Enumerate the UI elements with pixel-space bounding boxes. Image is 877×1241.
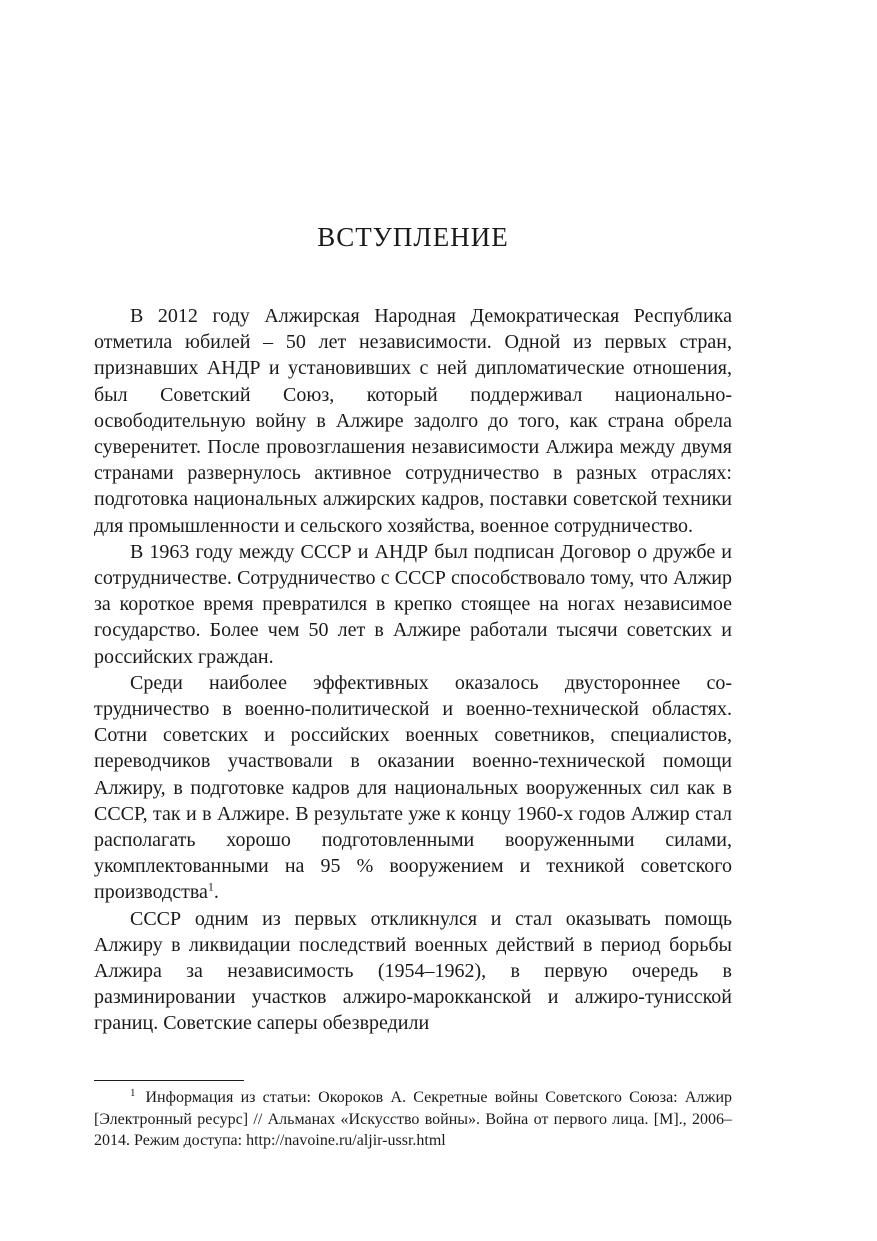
- paragraph-text: Среди наиболее эффективных оказалось двустороннее сотрудничество в военно-политической и военно-технической областях. Сотни советских и российских военных советников, специалистов, переводчиков участвовали в оказании военно-технической помощи Алжиру, в подготовке кадров для национальных вооруженных сил как в СССР, так и в Алжире. В результате уже к концу 1960-х годов Алжир стал располагать хорошо подготовленными вооруженными силами, укомплектованными на 95 % вооружением и техникой советского производства: [94, 671, 732, 904]
- footnote-reference[interactable]: 1: [207, 879, 214, 894]
- body-text: [94, 303, 732, 1037]
- footnote-divider: [94, 1080, 244, 1081]
- paragraph-2: [94, 539, 732, 670]
- paragraph-text: СССР одним из первых откликнулся и стал оказывать помощь Алжиру в ликвидации последствий военных действий в период борьбы Алжира за независимость (1954–1962), в первую очередь в разминировании участков алжиро-марокканской и алжиро-тунисской границ. Советские саперы обезвредили: [94, 907, 732, 1035]
- paragraph-4: [94, 906, 732, 1037]
- paragraph-tail: .: [213, 881, 219, 904]
- book-page: [94, 0, 732, 1241]
- footnote-number: 1: [130, 1086, 136, 1099]
- paragraph-1: [94, 303, 732, 539]
- chapter-title: ВСТУПЛЕНИЕ: [317, 222, 509, 252]
- footnote-text: Информация из статьи: Окороков А. Секретные войны Советского Союза: Алжир [Электронный ресурс] // Альманах «Искусство войны». Война от первого лица. [М]., 2006–2014. Режим доступа: http://navoine.ru/aljir-ussr.html: [94, 1089, 732, 1149]
- paragraph-3: [94, 670, 732, 906]
- footnote: [94, 1087, 732, 1152]
- paragraph-text: В 1963 году между СССР и АНДР был подписан Договор о дружбе и сотрудничестве. Сотрудничество с СССР способствовало тому, что Алжир за короткое время превратился в крепко стоящее на ногах независимое государство. Более чем 50 лет в Алжире работали тысячи советских и российских граждан.: [94, 540, 732, 668]
- paragraph-text: В 2012 году Алжирская Народная Демократическая Республика отметила юбилей – 50 лет независимости. Одной из первых стран, признавших АНДР и установивших с ней дипломатические отношения, был Советский Союз, который поддерживал национально-освободительную войну в Алжире задолго до того, как страна обрела суверенитет. После провозглашения независимости Алжира между двумя странами развернулось активное сотрудничество в разных отраслях: подготовка национальных алжирских кадров, поставки советской техники для промышленности и сельского хозяйства, военное сотрудничество.: [94, 305, 732, 537]
